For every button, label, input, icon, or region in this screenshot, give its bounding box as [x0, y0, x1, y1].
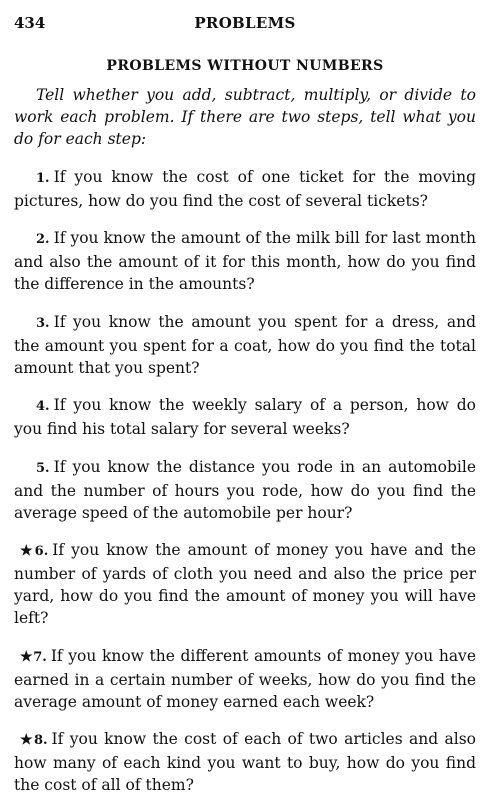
- problem-text: If you know the amount of the milk bill for last month and also the amount of it for this month, how do you find the difference in the amounts?: [14, 229, 476, 293]
- problem-number: 3.: [36, 315, 50, 331]
- problem-item: [14, 227, 476, 295]
- problem-number: 2.: [36, 232, 50, 247]
- problem-item: [14, 394, 476, 440]
- problem-item: [14, 645, 476, 713]
- running-title: PROBLEMS: [194, 14, 296, 32]
- problem-number: 7.: [33, 649, 47, 665]
- problem-number: 1.: [36, 170, 50, 186]
- book-page: [14, 14, 476, 801]
- problem-text: If you know the cost of each of two articles and also how many of each kind you want to buy, how do you find the cost of all of them?: [14, 730, 476, 794]
- instructions-paragraph: Tell whether you add, subtract, multiply, or divide to work each problem. If there are two steps, tell what you do for each step:: [14, 86, 476, 148]
- problem-item: [14, 539, 476, 629]
- star-icon: ★: [20, 543, 35, 559]
- problem-text: If you know the cost of one ticket for the moving pictures, how do you find the cost of several tickets?: [14, 167, 476, 210]
- problem-text: If you know the amount of money you have and the number of yards of cloth you need and also the price per yard, how do you find the amount of money you will have left?: [14, 541, 476, 627]
- problem-item: [14, 311, 476, 379]
- problem-item: [14, 728, 476, 796]
- problem-number: 4.: [36, 399, 50, 414]
- problem-number: 8.: [33, 733, 48, 748]
- problem-number: 6.: [34, 544, 49, 559]
- page-number: 434: [14, 14, 46, 32]
- running-head: [14, 14, 476, 40]
- section-title: PROBLEMS WITHOUT NUMBERS: [106, 58, 384, 74]
- problem-text: If you know the different amounts of money you have earned in a certain number of weeks, how do you find the average amount of money earned each week?: [14, 646, 476, 711]
- star-icon: ★: [20, 732, 34, 748]
- star-icon: ★: [20, 648, 34, 665]
- problem-text: If you know the distance you rode in an automobile and the number of hours you rode, how do you find the average speed of the automobile per hour?: [14, 457, 476, 522]
- problem-number: 5.: [36, 460, 50, 476]
- problem-item: [14, 166, 476, 212]
- problem-text: If you know the amount you spent for a dress, and the amount you spent for a coat, how do you find the total amount that you spent?: [14, 312, 476, 377]
- problem-text: If you know the weekly salary of a person, how do you find his total salary for several weeks?: [14, 396, 476, 438]
- problem-item: [14, 456, 476, 524]
- problem-list: [14, 166, 476, 797]
